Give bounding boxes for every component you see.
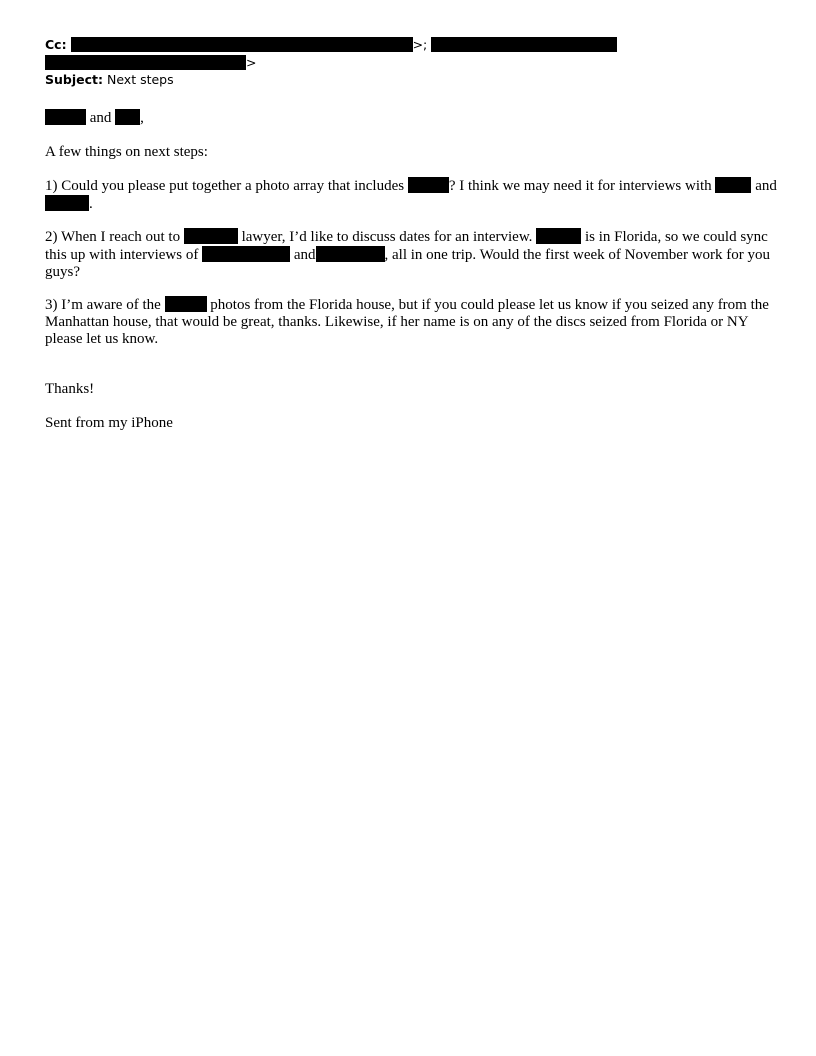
cc-line [45, 37, 617, 52]
redaction [165, 296, 207, 312]
item1-text: . [89, 196, 93, 212]
subject-value: Next steps [106, 72, 174, 87]
redaction [431, 37, 617, 52]
signature: Sent from my iPhone [45, 415, 173, 431]
redaction [202, 246, 290, 262]
item3-text: photos from the Florida house, but if you could please let us know if you seized any from the [206, 297, 769, 313]
redaction [115, 109, 140, 125]
redaction [715, 177, 751, 193]
intro-text: A few things on next steps: [45, 144, 208, 160]
item1-text: 1) Could you please put together a photo array that includes [45, 178, 408, 194]
item2-text: lawyer, I’d like to discuss dates for an interview. [237, 229, 537, 245]
item2-text: and [293, 247, 316, 263]
item-1 [45, 177, 777, 213]
item3-text: please let us know. [45, 331, 159, 347]
item3-text: 3) I’m aware of the [45, 297, 165, 313]
redaction [45, 109, 86, 125]
item-3 [45, 296, 773, 348]
item2-text: this up with interviews of [45, 247, 203, 263]
item2-text: is in Florida, so we could sync [581, 229, 768, 245]
greeting-and: and [89, 110, 112, 126]
item-2 [45, 228, 773, 281]
redaction [45, 55, 246, 70]
redaction [408, 177, 449, 193]
greeting [45, 109, 773, 127]
item2-text: 2) When I reach out to [45, 229, 184, 245]
item1-text: ? I think we may need it for interviews with [448, 178, 716, 194]
item2-text: guys? [45, 264, 80, 280]
closing: Thanks! [45, 381, 95, 397]
subject-line [45, 72, 174, 87]
redaction [45, 195, 89, 211]
greeting-comma: , [140, 110, 144, 126]
cc-label: Cc: [45, 37, 67, 52]
cc-separator: >; [412, 37, 428, 52]
cc-end: > [246, 55, 257, 70]
subject-label: Subject: [45, 72, 103, 87]
item1-text: and [751, 178, 777, 194]
redaction [536, 228, 581, 244]
item2-text: , all in one trip. Would the first week of November work for you [384, 247, 771, 263]
redaction [184, 228, 238, 244]
redaction [71, 37, 413, 52]
redaction [316, 246, 385, 262]
cc-line-continued [45, 55, 256, 70]
item3-text: Manhattan house, that would be great, thanks. Likewise, if her name is on any of the discs seized from Florida or NY [45, 314, 749, 330]
